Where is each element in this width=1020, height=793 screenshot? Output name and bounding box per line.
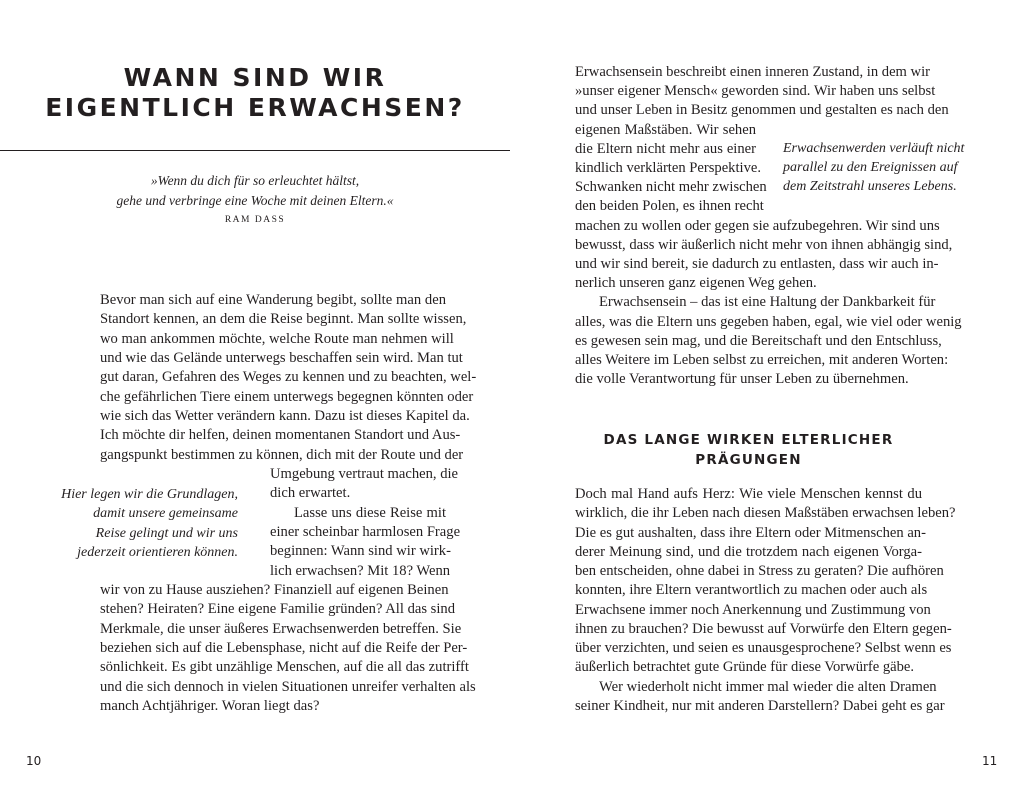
body-line: und wie das Gelände unterwegs beschaffen sein wird. Man tut (100, 349, 463, 366)
body-line: lich erwachsen? Mit 18? Wenn (270, 562, 451, 579)
body-line: beziehen sich auf die Lebensphase, nicht auf die Reife der Per- (100, 639, 468, 656)
margin-note-line: dem Zeitstrahl unseres Lebens. (783, 179, 957, 195)
body-line: Wer wiederholt nicht immer mal wieder die alten Dramen (599, 678, 937, 695)
body-line: sönlichkeit. Es gibt unzählige Menschen, auf die all das zutrifft (100, 659, 469, 676)
body-line: nerlich unseren ganz eigenen Weg gehen. (575, 275, 817, 292)
body-line: alles Weitere im Leben selbst zu erreichen, mit anderen Worten: (575, 352, 949, 368)
subheading-line-1: DAS LANGE WIRKEN ELTERLICHER (603, 432, 894, 448)
body-line: äußerlich betrachtet gute Gründe für diese Vorwürfe gäbe. (575, 659, 915, 676)
body-line: und die sich dennoch in vielen Situationen unreifer verhalten als (100, 678, 476, 695)
body-line: alles, was die Eltern uns gegeben haben, egal, wie viel oder wenig (575, 313, 962, 330)
body-line: stehen? Heiraten? Eine eigene Familie gründen? All das sind (100, 601, 455, 618)
body-line: bewusst, dass wir äußerlich nicht mehr von ihnen abhängig sind, (575, 236, 953, 253)
margin-note-line: parallel zu den Ereignissen auf (783, 160, 958, 176)
margin-note-line: damit unsere gemeinsame (93, 506, 238, 522)
body-line: wirklich, die ihr Leben nach diesen Maßstäben erwachsen leben? (575, 505, 956, 522)
margin-note-line: jederzeit orientieren können. (77, 544, 238, 560)
body-line: und wir sind bereit, sie dadurch zu entlasten, dass wir auch in- (575, 256, 939, 272)
body-line: den beiden Polen, es ihnen recht (575, 198, 764, 215)
body-line: wir von zu Hause ausziehen? Finanziell auf eigenen Beinen (100, 581, 449, 598)
body-line: Die es gut aushalten, dass ihre Eltern oder Mitmenschen an- (575, 524, 926, 541)
body-line: es gewesen sein mag, und die Bereitschaft und den Entschluss, (575, 332, 942, 349)
chapter-title-line-2: EIGENTLICH ERWACHSEN? (45, 93, 465, 122)
body-line: »unser eigener Mensch« geworden sind. Wir haben uns selbst (575, 83, 936, 100)
body-line: gut daran, Gefahren des Weges zu kennen und zu beachten, wel- (100, 369, 477, 386)
page-number-left: 10 (26, 754, 42, 768)
body-line: eigenen Maßstäben. Wir sehen (575, 121, 756, 138)
epigraph-author: RAM DASS (224, 215, 286, 225)
body-line: manch Achtjähriger. Woran liegt das? (100, 697, 320, 714)
body-line: die volle Verantwortung für unser Leben zu übernehmen. (575, 371, 909, 388)
body-line: wie sich das Wetter verändern kann. Dazu ist dieses Kapitel da. (100, 407, 470, 424)
margin-note-line: Hier legen wir die Grundlagen, (61, 487, 238, 502)
body-line: konnten, ihre Eltern verantwortlich zu machen oder auch als (575, 582, 928, 599)
subheading-line-2: PRÄGUNGEN (695, 452, 802, 468)
page-number-right: 11 (982, 754, 998, 768)
body-line: dich erwartet. (270, 485, 351, 502)
body-line: Bevor man sich auf eine Wanderung begibt, sollte man den (100, 292, 446, 308)
body-line: und unser Leben in Besitz genommen und gestalten es nach den (575, 102, 949, 119)
body-line: die Eltern nicht mehr aus einer (575, 140, 756, 157)
chapter-title-line-1: WANN SIND WIR (123, 63, 387, 92)
body-line: Ich möchte dir helfen, deinen momentanen Standort und Aus- (100, 427, 461, 444)
body-line: einer scheinbar harmlosen Frage (270, 523, 461, 540)
body-line: über verzichten, und seien es unausgesprochene? Selbst wenn es (575, 640, 952, 657)
body-line: Lasse uns diese Reise mit (294, 504, 446, 521)
body-line: beginnen: Wann sind wir wirk- (270, 543, 451, 560)
body-line: Erwachsensein – das ist eine Haltung der Dankbarkeit für (599, 294, 936, 311)
body-line: Erwachsensein beschreibt einen inneren Zustand, in dem wir (575, 64, 930, 80)
body-line: Schwanken nicht mehr zwischen (575, 179, 767, 196)
body-line: che gefährlichen Tiere einem unterwegs begegnen könnten oder (100, 388, 474, 405)
margin-note-line: Erwachsenwerden verläuft nicht (783, 141, 965, 156)
body-line: derer Meinung sind, und die trotzdem nach eigenen Vorga- (575, 543, 922, 560)
body-line: ihnen zu brauchen? Die bewusst auf Vorwürfe den Eltern gegen- (575, 620, 952, 637)
body-line: Standort kennen, an dem die Reise beginnt. Man sollte wissen, (100, 311, 467, 328)
body-line: Doch mal Hand aufs Herz: Wie viele Menschen kennst du (575, 486, 922, 502)
body-line: Umgebung vertraut machen, die (270, 465, 459, 482)
body-line: ben entscheiden, ohne dabei in Stress zu geraten? Die aufhören (575, 563, 944, 580)
body-line: seiner Kindheit, nur mit anderen Darstellern? Dabei geht es gar (575, 697, 945, 714)
epigraph-line-2: gehe und verbringe eine Woche mit deinen Eltern.« (116, 193, 394, 208)
body-line: gangspunkt bestimmen zu können, dich mit der Route und der (100, 446, 464, 463)
margin-note-line: Reise gelingt und wir uns (95, 525, 238, 541)
body-line: machen zu wollen oder gegen sie aufzubegehren. Wir sind uns (575, 217, 940, 234)
body-line: Merkmale, die unser äußeres Erwachsenwerden betreffen. Sie (100, 620, 462, 637)
epigraph-line-1: »Wenn du dich für so erleuchtet hältst, (150, 173, 360, 188)
body-line: kindlich verklärten Perspektive. (575, 160, 762, 176)
body-line: wo man ankommen möchte, welche Route man nehmen will (100, 330, 454, 347)
body-line: Erwachsene immer noch Anerkennung und Zustimmung von (575, 601, 931, 618)
